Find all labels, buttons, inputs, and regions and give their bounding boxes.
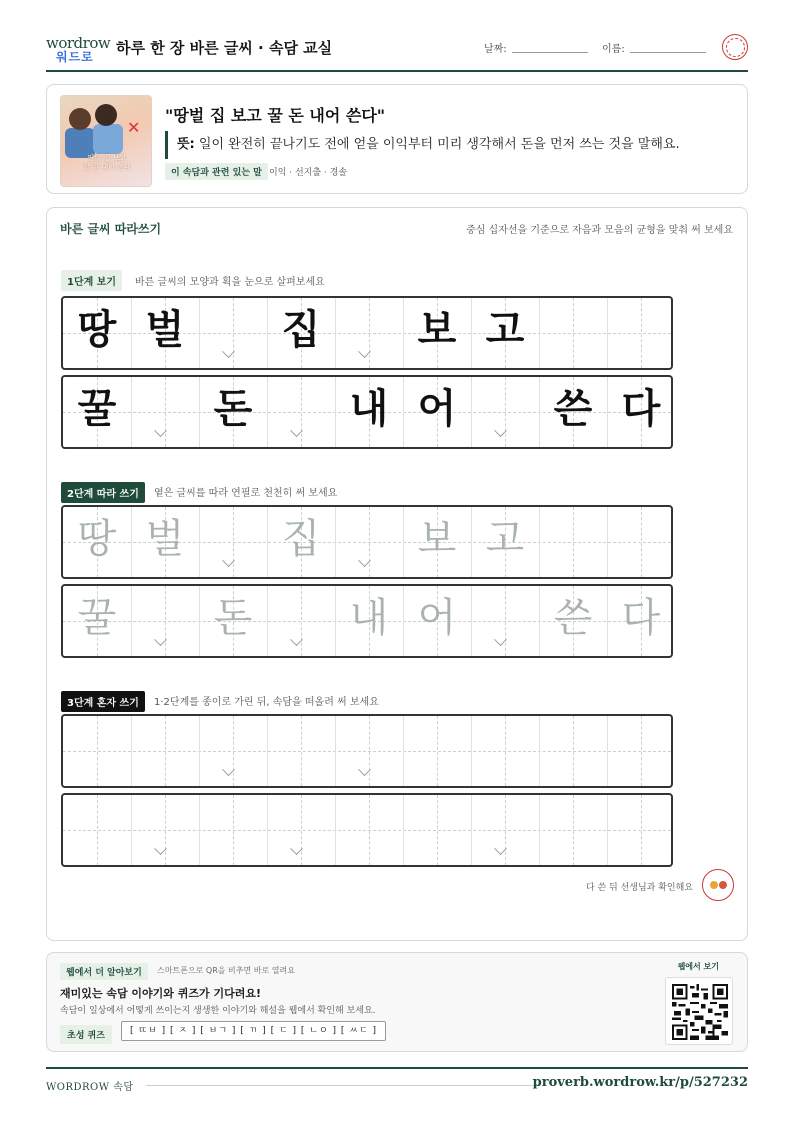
practice-note: 중심 십자선을 기준으로 자음과 모음의 균형을 맞춰 써 보세요	[466, 225, 733, 236]
step1-row-2	[61, 375, 673, 449]
logo-bottom-text: 워드로	[56, 50, 94, 64]
step3-row-2[interactable]	[61, 793, 673, 867]
practice-section	[46, 207, 748, 941]
space-marker-icon	[199, 350, 267, 362]
step2-row-1[interactable]	[61, 505, 673, 579]
space-marker-icon	[471, 429, 539, 441]
web-headline: 재미있는 속담 이야기와 퀴즈가 기다려요!	[60, 987, 261, 1000]
step2-desc: 옅은 글씨를 따라 연필로 천천히 써 보세요	[154, 488, 338, 499]
grid-char: 쓴	[553, 595, 593, 641]
date-label: 날짜:	[484, 44, 507, 55]
space-marker-icon	[199, 768, 267, 780]
grid-char: 꿀	[77, 595, 117, 641]
grid-char: 쓴	[553, 386, 593, 432]
grid-char: 어	[417, 386, 457, 432]
grid-char: 돈	[213, 595, 253, 641]
date-field[interactable]	[512, 52, 588, 53]
grid-char: 벌	[145, 516, 185, 562]
proverb-meaning	[165, 131, 680, 159]
space-marker-icon	[131, 847, 199, 859]
grid-char: 보	[417, 516, 457, 562]
space-marker-icon	[267, 429, 335, 441]
grid-char: 어	[417, 595, 457, 641]
grid-char: 고	[485, 516, 525, 562]
grid-char: 고	[485, 307, 525, 353]
page-footer	[46, 1067, 748, 1099]
check-stamp-icon	[722, 34, 748, 60]
grid-char: 땅	[77, 516, 117, 562]
proverb-title: "땅벌 집 보고 꿀 돈 내어 쓴다"	[165, 106, 386, 125]
step1-desc: 바른 글씨의 모양과 획을 눈으로 살펴보세요	[135, 277, 325, 288]
space-marker-icon	[267, 847, 335, 859]
name-field[interactable]	[630, 52, 706, 53]
web-desc: 속담이 일상에서 어떻게 쓰이는지 생생한 이야기와 해설을 웹에서 확인해 보세요.	[60, 1006, 376, 1016]
teacher-stamp-icon	[702, 869, 734, 901]
related-words: 이익 · 선지출 · 경솔	[269, 168, 348, 178]
space-marker-icon	[199, 559, 267, 571]
practice-title: 바른 글씨 따라쓰기	[60, 222, 162, 236]
logo-top-text: wordrow	[46, 34, 111, 52]
step2-row-2[interactable]	[61, 584, 673, 658]
step1-row-1	[61, 296, 673, 370]
grid-char: 내	[349, 595, 389, 641]
proverb-card	[46, 84, 748, 194]
qr-code-icon[interactable]	[665, 977, 733, 1045]
quiz-label: 초성 퀴즈	[60, 1025, 112, 1044]
space-marker-icon	[131, 638, 199, 650]
meaning-label: 뜻:	[177, 137, 195, 152]
step1-label: 1단계 보기	[61, 270, 122, 291]
grid-char: 집	[281, 307, 321, 353]
space-marker-icon	[335, 350, 403, 362]
x-mark-icon: ✕	[127, 118, 141, 137]
footer-brand: WORDROW 속담	[46, 1082, 134, 1093]
grid-char: 꿀	[77, 386, 117, 432]
grid-char: 다	[621, 595, 661, 641]
space-marker-icon	[335, 768, 403, 780]
check-text: 다 쓴 뒤 선생님과 확인해요	[585, 883, 693, 893]
grid-char: 다	[621, 386, 661, 432]
space-marker-icon	[471, 638, 539, 650]
proverb-illustration	[60, 95, 152, 187]
grid-char: 돈	[213, 386, 253, 432]
grid-char: 땅	[77, 307, 117, 353]
related-words-label: 이 속담과 관련 있는 말	[165, 163, 268, 180]
footer-divider	[146, 1085, 540, 1086]
web-view-label: 웹에서 보기	[677, 962, 719, 971]
space-marker-icon	[335, 559, 403, 571]
step3-desc: 1·2단계를 종이로 가린 뒤, 속담을 떠올려 써 보세요	[154, 697, 379, 708]
name-label: 이름:	[602, 44, 625, 55]
web-more-tag: 웹에서 더 알아보기	[60, 963, 148, 980]
step3-row-1[interactable]	[61, 714, 673, 788]
grid-char: 집	[281, 516, 321, 562]
space-marker-icon	[267, 638, 335, 650]
space-marker-icon	[471, 847, 539, 859]
meaning-text: 일이 완전히 끝나기도 전에 얻을 이익부터 미리 생각해서 돈을 먼저 쓰는 것을 말해요.	[198, 137, 680, 152]
footer-url-link[interactable]: proverb.wordrow.kr/p/527232	[532, 1075, 748, 1090]
grid-char: 내	[349, 386, 389, 432]
grid-char: 보	[417, 307, 457, 353]
step2-label: 2단계 따라 쓰기	[61, 482, 145, 503]
page-title: 하루 한 장 바른 글씨 · 속담 교실	[116, 39, 333, 57]
space-marker-icon	[131, 429, 199, 441]
grid-char: 벌	[145, 307, 185, 353]
illustration-caption: 땅벌 집 보고 꿀 돈 내어 쓴다	[83, 154, 131, 171]
step3-label: 3단계 혼자 쓰기	[61, 691, 145, 712]
web-tag-desc: 스마트폰으로 QR을 비추면 바로 열려요	[157, 966, 295, 975]
wordrow-logo	[46, 34, 111, 64]
web-section	[46, 952, 748, 1052]
quiz-hint-box: [ ㄸㅂ ] [ ㅈ ] [ ㅂㄱ ] [ ㄲ ] [ ㄷ ] [ ㄴㅇ ] [ ㅆㄷ ]	[121, 1021, 386, 1041]
page-header	[46, 30, 748, 72]
